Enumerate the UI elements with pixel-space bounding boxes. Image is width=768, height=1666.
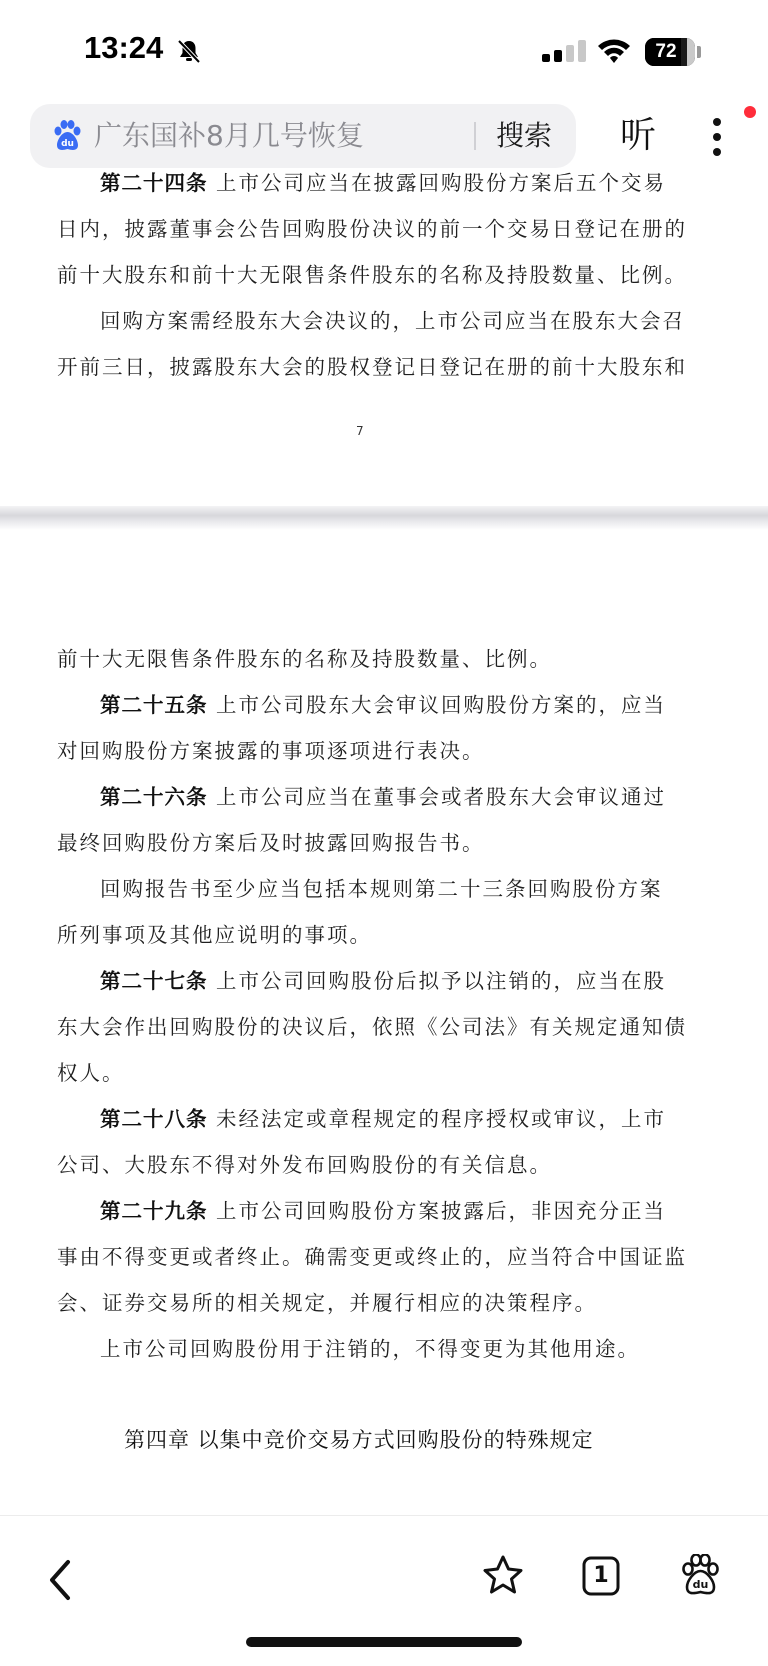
doc-line: 回购报告书至少应当包括本规则第二十三条回购股份方案 — [100, 877, 663, 901]
home-indicator[interactable] — [246, 1637, 522, 1647]
doc-line: 回购方案需经股东大会决议的，上市公司应当在股东大会召 — [100, 309, 685, 333]
doc-line: 前十大股东和前十大无限售条件股东的名称及持股数量、比例。 — [57, 263, 687, 287]
page-number: 7 — [356, 424, 364, 438]
doc-line: 上市公司回购股份用于注销的，不得变更为其他用途。 — [100, 1337, 640, 1361]
doc-text: 上市公司股东大会审议回购股份方案的，应当 — [216, 693, 667, 717]
doc-line: 权人。 — [57, 1061, 125, 1085]
article-heading: 第二十四条 — [100, 171, 208, 195]
muted-bell-icon — [176, 38, 202, 64]
tabs-count: 1 — [593, 1563, 609, 1588]
listen-button[interactable]: 听 — [620, 115, 657, 156]
doc-line — [100, 1096, 670, 1142]
doc-text: 上市公司回购股份方案披露后，非因充分正当 — [216, 1199, 667, 1223]
doc-line: 日内，披露董事会公告回购股份决议的前一个交易日登记在册的 — [57, 217, 687, 241]
baidu-paw-icon — [52, 120, 82, 152]
status-time: 13:24 — [84, 30, 164, 65]
tabs-button[interactable] — [582, 1556, 620, 1596]
doc-line: 最终回购股份方案后及时披露回购报告书。 — [57, 831, 485, 855]
search-divider — [474, 122, 476, 150]
search-input[interactable]: 广东国补8月几号恢复 — [94, 119, 364, 152]
status-bar — [0, 0, 768, 100]
chapter-title: 第四章 以集中竞价交易方式回购股份的特殊规定 — [124, 1428, 594, 1452]
more-menu-icon[interactable] — [702, 114, 732, 160]
doc-text: 未经法定或章程规定的程序授权或审议，上市 — [216, 1107, 667, 1131]
battery-icon — [645, 38, 695, 66]
baidu-paw-icon[interactable] — [680, 1554, 720, 1596]
svg-text:du: du — [61, 139, 74, 149]
article-heading: 第二十六条 — [100, 785, 208, 809]
svg-text:du: du — [692, 1578, 709, 1591]
back-arrow-icon[interactable] — [46, 1558, 74, 1602]
doc-line: 事由不得变更或者终止。确需变更或终止的，应当符合中国证监 — [57, 1245, 687, 1269]
cellular-signal-icon — [542, 40, 588, 62]
doc-line: 公司、大股东不得对外发布回购股份的有关信息。 — [57, 1153, 552, 1177]
doc-line: 所列事项及其他应说明的事项。 — [57, 923, 372, 947]
wifi-icon — [596, 36, 632, 64]
doc-line: 前十大无限售条件股东的名称及持股数量、比例。 — [57, 647, 552, 671]
doc-line: 对回购股份方案披露的事项逐项进行表决。 — [57, 739, 485, 763]
article-heading: 第二十五条 — [100, 693, 208, 717]
article-heading: 第二十七条 — [100, 969, 208, 993]
search-box[interactable] — [30, 104, 576, 168]
search-button[interactable]: 搜索 — [496, 119, 553, 152]
doc-line: 开前三日，披露股东大会的股权登记日登记在册的前十大股东和 — [57, 355, 687, 379]
article-heading: 第二十八条 — [100, 1107, 208, 1131]
doc-line — [100, 160, 670, 206]
doc-text: 上市公司回购股份后拟予以注销的，应当在股 — [216, 969, 667, 993]
doc-line: 会、证券交易所的相关规定，并履行相应的决策程序。 — [57, 1291, 597, 1315]
battery-tip — [697, 46, 701, 58]
favorite-star-icon[interactable] — [482, 1554, 524, 1596]
page-separator — [0, 506, 768, 530]
doc-line — [100, 682, 670, 728]
doc-line — [100, 1188, 670, 1234]
doc-line — [100, 958, 670, 1004]
doc-text: 上市公司应当在董事会或者股东大会审议通过 — [216, 785, 667, 809]
doc-line: 东大会作出回购股份的决议后，依照《公司法》有关规定通知债 — [57, 1015, 687, 1039]
notification-dot — [744, 106, 756, 118]
doc-text: 上市公司应当在披露回购股份方案后五个交易 — [216, 171, 667, 195]
article-heading: 第二十九条 — [100, 1199, 208, 1223]
battery-level: 72 — [655, 41, 677, 62]
doc-line — [100, 774, 670, 820]
